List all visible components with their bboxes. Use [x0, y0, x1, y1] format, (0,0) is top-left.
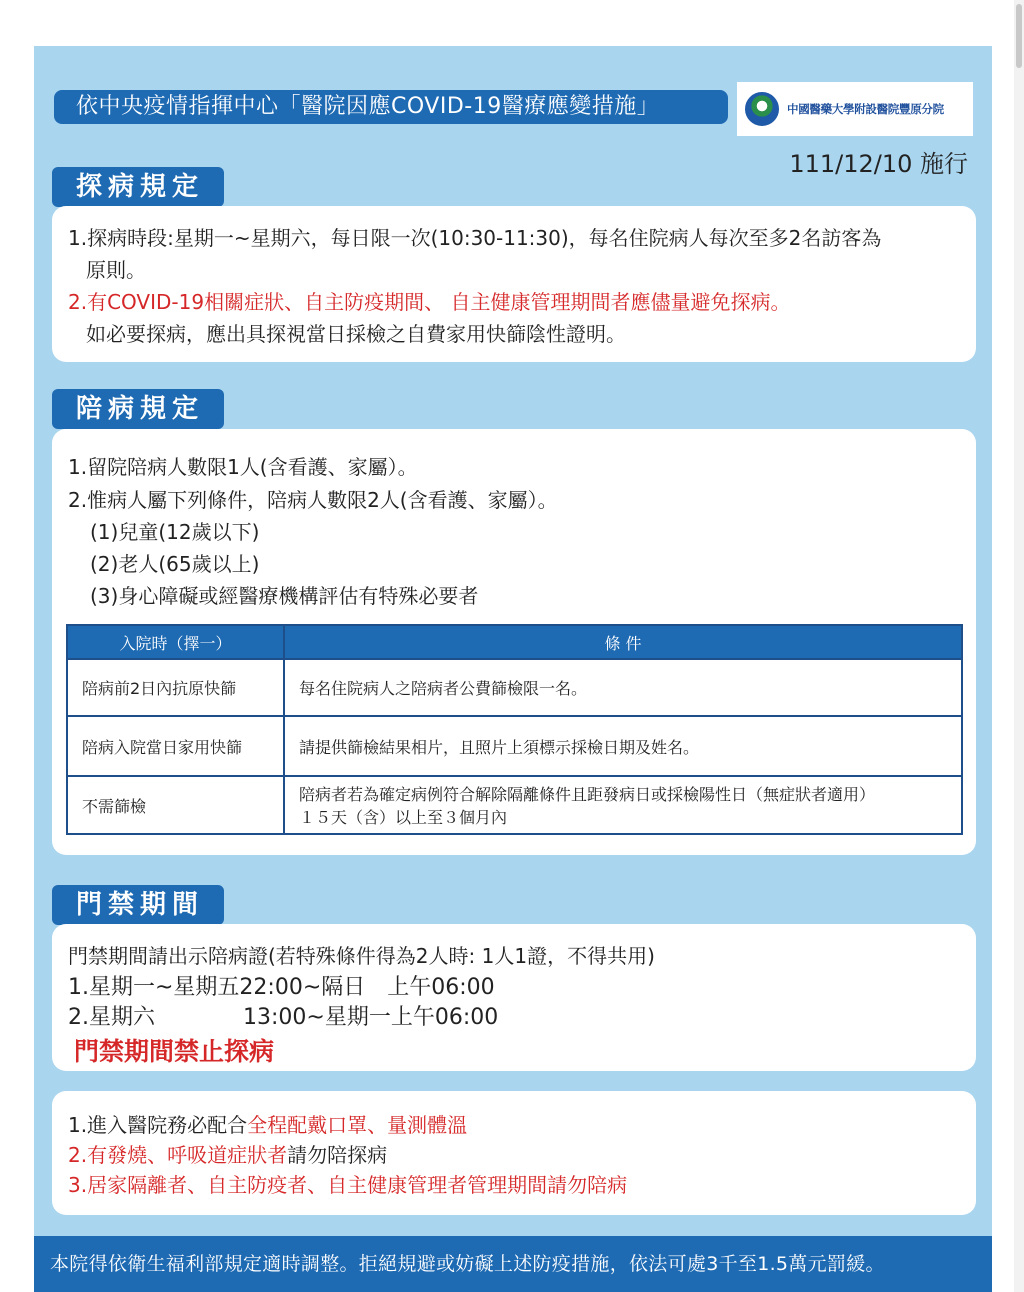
curfew-card — [52, 924, 976, 1071]
general-rule-2 — [68, 1139, 387, 1168]
visit-rule-2: 2.有COVID-19相關症狀、自主防疫期間、 自主健康管理期間者應儘量避免探病。 — [68, 290, 791, 314]
visit-rule-2-cont: 如必要探病，應出具探視當日採檢之自費家用快篩陰性證明。 — [86, 322, 626, 346]
accompany-condition-3: (3)身心障礙或經醫療機構評估有特殊必要者 — [90, 584, 479, 608]
notice-title: 依中央疫情指揮中心「醫院因應COVID-19醫療應變措施」 — [54, 90, 728, 124]
table-cell-admission: 不需篩檢 — [67, 776, 284, 834]
accompany-rule-1: 1.留院陪病人數限1人(含看護、家屬）。 — [68, 455, 418, 479]
general-rule-2-suffix: 請勿陪探病 — [287, 1143, 388, 1167]
curfew-saturday-hours: 2.星期六 13:00~星期一上午06:00 — [68, 1005, 499, 1030]
visit-rule-1: 1.探病時段:星期一~星期六，每日限一次(10:30-11:30)，每名住院病人每次至多2名訪客為 — [68, 226, 882, 250]
notice-poster — [34, 46, 992, 1292]
footer-notice: 本院得依衛生福利部規定適時調整。拒絕規避或妨礙上述防疫措施，依法可處3千至1.5萬元罰緩。 — [34, 1236, 992, 1292]
visit-rule-1-cont: 原則。 — [86, 258, 146, 282]
hospital-logo — [737, 82, 973, 136]
hospital-emblem-icon — [745, 92, 779, 126]
table-header-condition: 條 件 — [284, 625, 962, 659]
curfew-intro: 門禁期間請出示陪病證(若特殊條件得為2人時: 1人1證，不得共用) — [68, 944, 655, 968]
accompany-rules-heading: 陪病規定 — [52, 389, 224, 429]
accompany-rules-card — [52, 429, 976, 855]
general-rule-3: 3.居家隔離者、自主防疫者、自主健康管理者管理期間請勿陪病 — [68, 1173, 628, 1197]
visit-rules-heading: 探病規定 — [52, 167, 224, 207]
curfew-weekday-hours: 1.星期一~星期五22:00~隔日 上午06:00 — [68, 975, 495, 1000]
general-rule-1-highlight: 全程配戴口罩、量測體溫 — [247, 1113, 468, 1137]
screening-table — [66, 624, 963, 835]
table-cell-condition: 每名住院病人之陪病者公費篩檢限一名。 — [284, 659, 962, 716]
curfew-heading: 門禁期間 — [52, 885, 224, 925]
scrollbar-thumb[interactable] — [1016, 4, 1022, 68]
condition-text-line-2: １５天（含）以上至３個月內 — [299, 808, 508, 827]
curfew-warning: 門禁期間禁止探病 — [74, 1037, 275, 1066]
page-scrollbar[interactable] — [1014, 0, 1024, 1292]
general-rules-card — [52, 1091, 976, 1215]
table-header-row — [67, 625, 962, 659]
effective-date: 111/12/10 施行 — [789, 150, 968, 178]
table-cell-condition — [284, 776, 962, 834]
accompany-condition-1: (1)兒童(12歲以下) — [90, 520, 260, 544]
hospital-name: 中國醫藥大學附設醫院豐原分院 — [787, 102, 944, 116]
visit-rules-card — [52, 206, 976, 362]
general-rule-2-highlight: 2.有發燒、呼吸道症狀者 — [68, 1143, 288, 1167]
table-row — [67, 716, 962, 776]
general-rule-1 — [68, 1109, 467, 1138]
table-row — [67, 659, 962, 716]
table-cell-admission: 陪病入院當日家用快篩 — [67, 716, 284, 776]
table-row — [67, 776, 962, 834]
condition-text-line-1: 陪病者若為確定病例符合解除隔離條件且距發病日或採檢陽性日（無症狀者適用） — [299, 785, 876, 804]
table-cell-admission: 陪病前2日內抗原快篩 — [67, 659, 284, 716]
accompany-condition-2: (2)老人(65歲以上) — [90, 552, 260, 576]
accompany-rule-2: 2.惟病人屬下列條件，陪病人數限2人(含看護、家屬）。 — [68, 488, 558, 512]
general-rule-1-prefix: 1.進入醫院務必配合 — [68, 1113, 248, 1137]
table-header-admission: 入院時（擇一） — [67, 625, 284, 659]
table-cell-condition: 請提供篩檢結果相片，且照片上須標示採檢日期及姓名。 — [284, 716, 962, 776]
